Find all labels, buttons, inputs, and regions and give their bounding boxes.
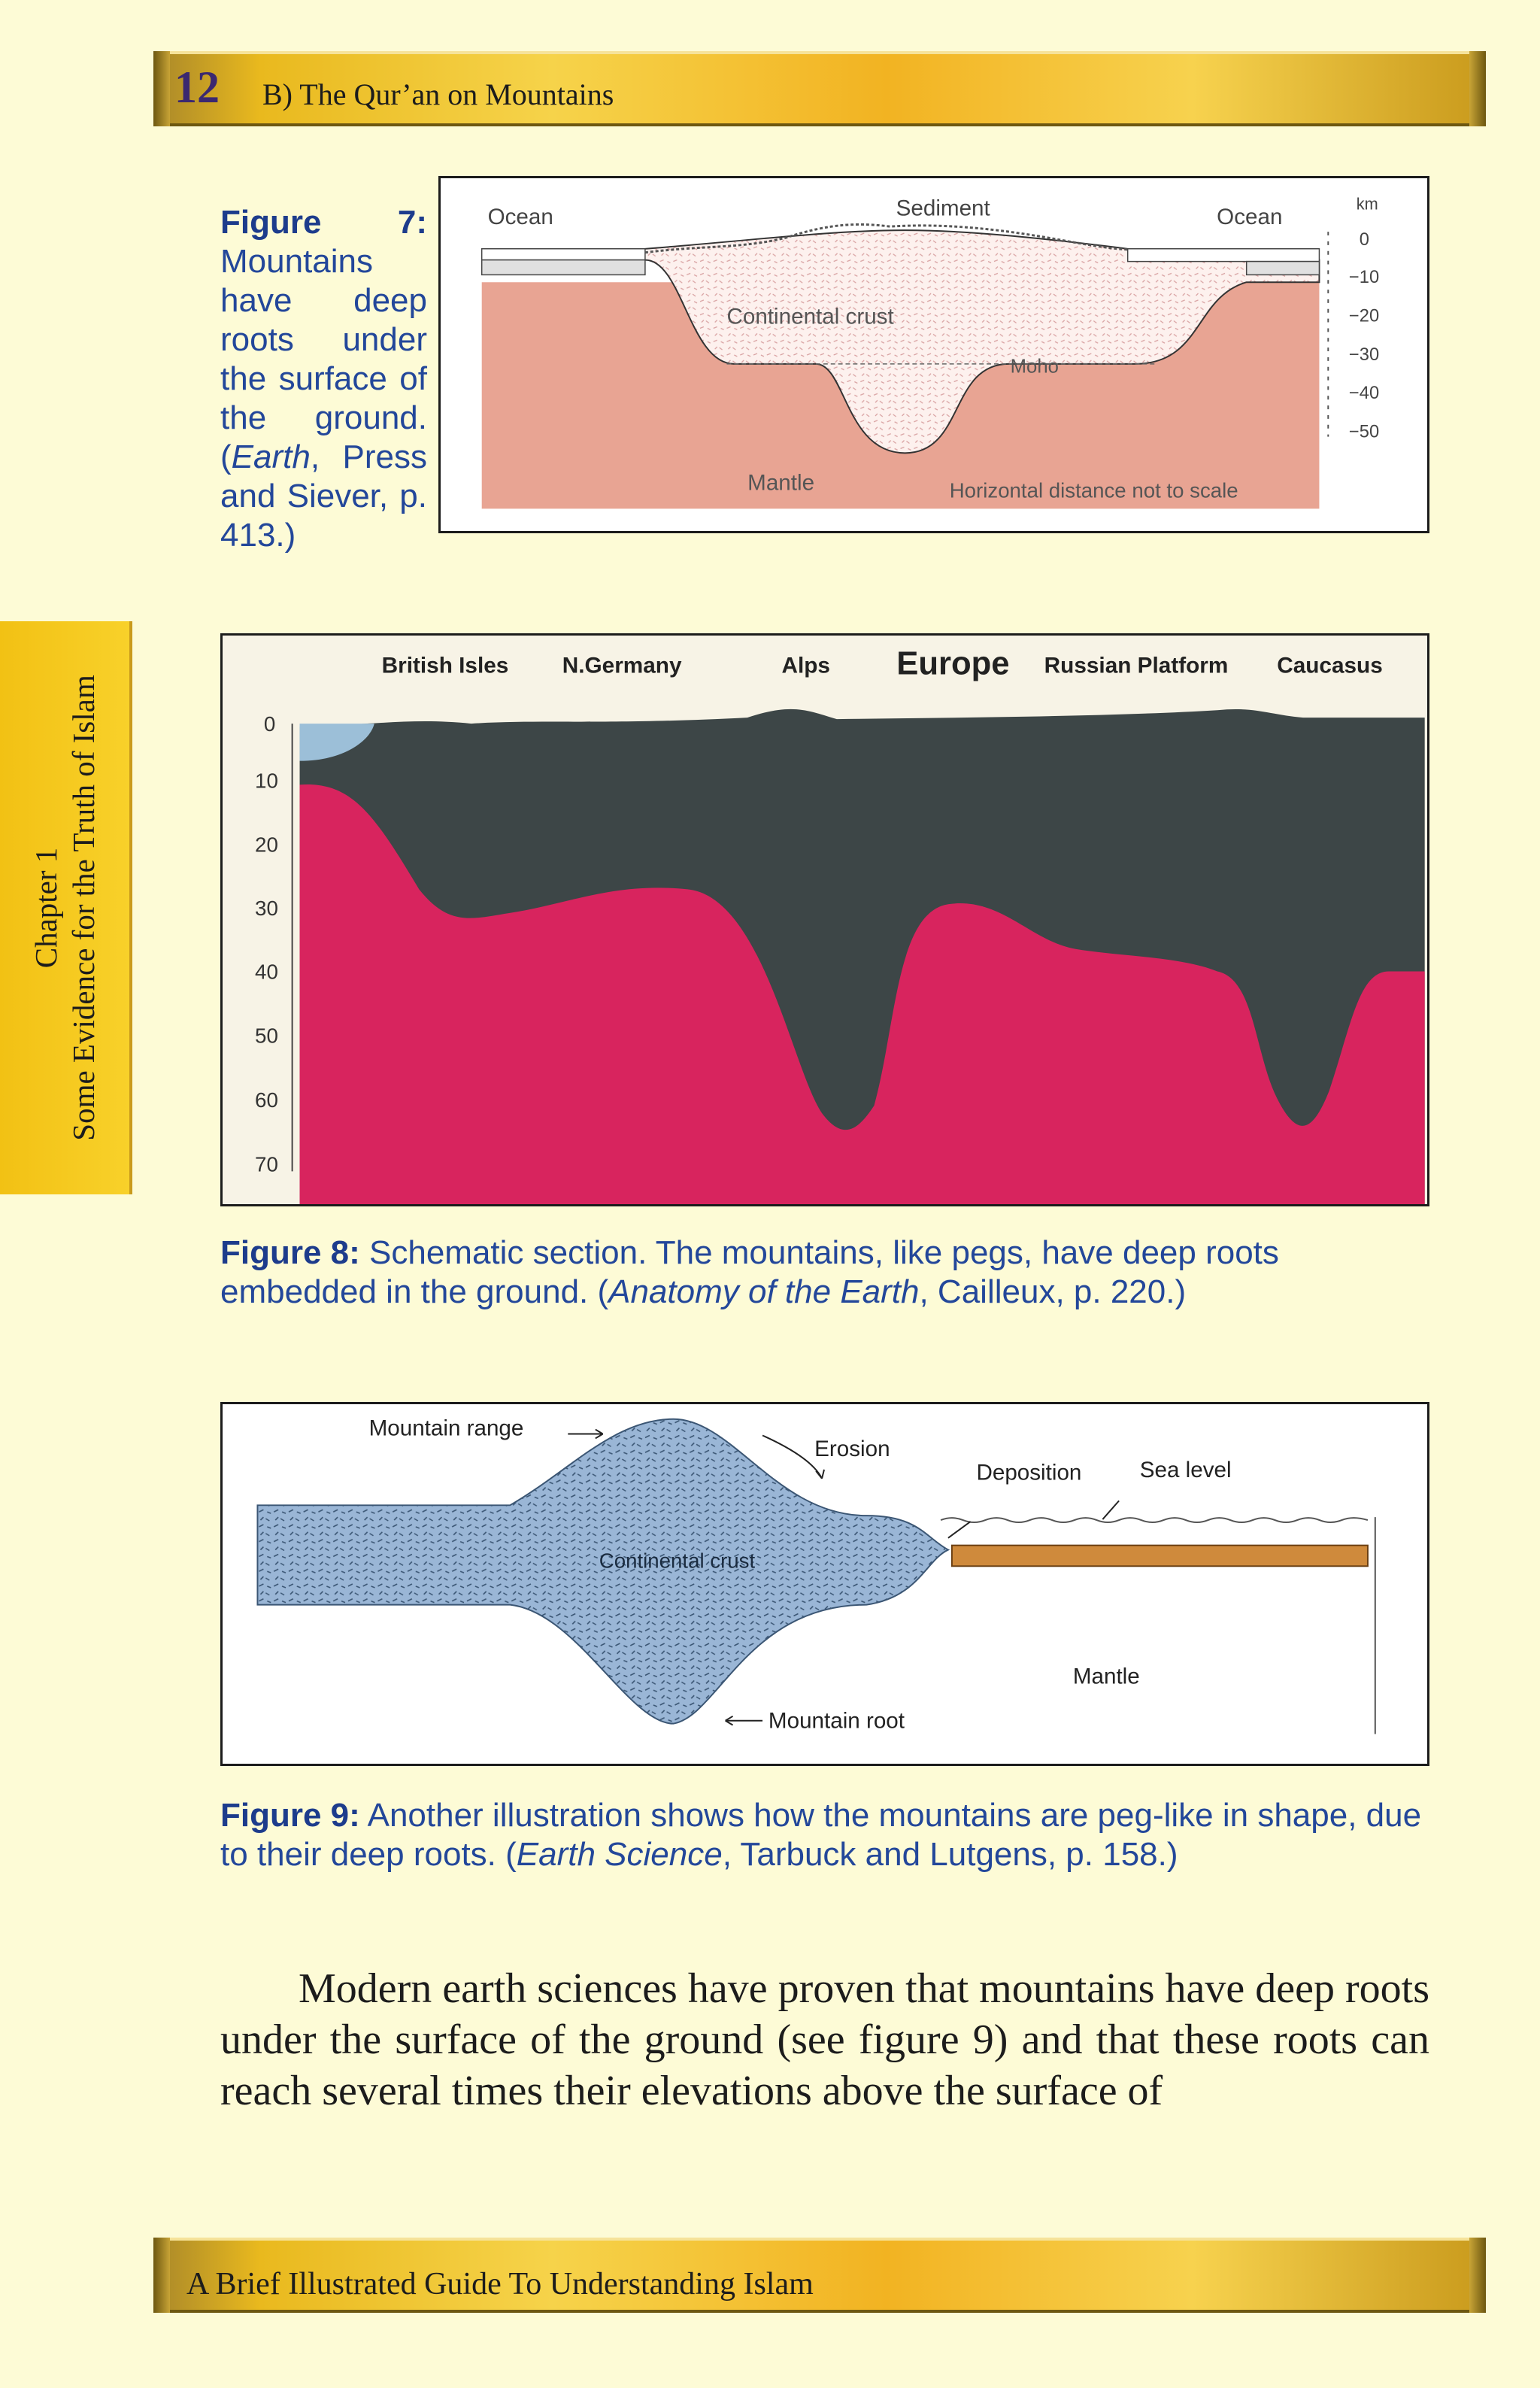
figure8-label-caucasus: Caucasus xyxy=(1277,653,1383,678)
figure7-axis-unit: km xyxy=(1356,194,1378,214)
figure8-tick-60: 60 xyxy=(255,1088,278,1112)
figure7-crust-diagram xyxy=(441,178,1427,531)
figure8-caption-after: , Cailleux, p. 220.) xyxy=(919,1273,1187,1310)
figure9-caption xyxy=(220,1796,1429,1874)
figure7-tick-30: −30 xyxy=(1348,344,1380,365)
figure8-tick-20: 20 xyxy=(255,833,278,857)
figure9-caption-source: Earth Science xyxy=(516,1836,723,1873)
header-bar xyxy=(153,51,1486,126)
figure7-label-moho: Moho xyxy=(1010,356,1059,378)
figure8-tick-0: 0 xyxy=(263,712,276,736)
footer-bar xyxy=(153,2238,1486,2313)
chapter-label xyxy=(27,630,102,1186)
figure9-caption-after: , Tarbuck and Lutgens, p. 158.) xyxy=(722,1836,1178,1873)
figure7-tick-50: −50 xyxy=(1348,422,1380,442)
figure7-image xyxy=(438,176,1429,533)
figure7-caption xyxy=(220,203,427,555)
figure8-label-alps: Alps xyxy=(781,653,830,678)
figure9-label-continental-crust: Continental crust xyxy=(599,1549,756,1573)
figure8-caption-source: Anatomy of the Earth xyxy=(608,1273,920,1310)
figure8-tick-50: 50 xyxy=(255,1024,278,1048)
figure8-caption-text: Schematic section. The mountains, like pegs, have deep roots embedded in the ground. ( xyxy=(220,1234,1279,1310)
figure7-label-mantle: Mantle xyxy=(747,470,815,496)
book-title: A Brief Illustrated Guide To Understanding Islam xyxy=(186,2267,814,2302)
figure9-image xyxy=(220,1402,1429,1766)
body-paragraph: Modern earth sciences have proven that mountains have deep roots under the surface of the ground (see figure 9) and that these roots can reach several times their elevations above the surface of xyxy=(220,1965,1429,2114)
figure8-label-russian-platform: Russian Platform xyxy=(1044,653,1229,678)
chapter-number: Chapter 1 xyxy=(29,847,63,969)
figure8-image xyxy=(220,633,1429,1206)
figure7-tick-0: 0 xyxy=(1359,229,1369,250)
figure7-tick-10: −10 xyxy=(1348,268,1380,288)
figure8-tick-70: 70 xyxy=(255,1152,278,1176)
figure9-caption-text: Another illustration shows how the mountains are peg-like in shape, due to their deep roots. ( xyxy=(220,1797,1422,1873)
figure7-label-sediment: Sediment xyxy=(896,196,990,221)
figure8-tick-10: 10 xyxy=(255,769,278,793)
figure8-label-n-germany: N.Germany xyxy=(562,653,682,678)
chapter-title: Some Evidence for the Truth of Islam xyxy=(66,675,101,1141)
figure8-caption xyxy=(220,1233,1429,1312)
figure8-label-europe: Europe xyxy=(896,645,1010,682)
figure8-label-british-isles: British Isles xyxy=(381,653,509,678)
figure7-caption-source: Earth xyxy=(231,438,311,475)
figure8-section-diagram xyxy=(223,636,1427,1204)
figure9-label-deposition: Deposition xyxy=(976,1460,1082,1485)
figure7-label-continental-crust: Continental crust xyxy=(726,304,894,329)
figure7-caption-text: Mountains have deep roots under the surface of the ground. ( xyxy=(220,243,427,475)
section-title: B) The Qur’an on Mountains xyxy=(262,77,614,111)
chapter-side-tab xyxy=(0,621,132,1194)
figure8-tick-40: 40 xyxy=(255,960,278,984)
figure9-sea-level-line xyxy=(941,1518,1368,1522)
figure8-caption-label: Figure 8: xyxy=(220,1234,360,1271)
figure9-label-mantle: Mantle xyxy=(1072,1664,1140,1689)
figure7-caption-after: , Press and Siever, p. 413.) xyxy=(220,438,427,554)
figure9-caption-label: Figure 9: xyxy=(220,1797,360,1834)
figure7-tick-20: −20 xyxy=(1348,306,1380,326)
figure9-label-sea-level: Sea level xyxy=(1139,1457,1232,1482)
figure9-label-erosion: Erosion xyxy=(814,1437,890,1462)
figure9-label-mountain-range: Mountain range xyxy=(368,1416,524,1441)
figure7-tick-40: −40 xyxy=(1348,384,1380,404)
figure9-sediment-layer xyxy=(952,1546,1368,1567)
figure7-label-scale-note: Horizontal distance not to scale xyxy=(949,478,1238,502)
figure9-label-mountain-root: Mountain root xyxy=(768,1708,905,1734)
figure7-label-ocean-left: Ocean xyxy=(487,205,553,230)
figure7-caption-label: Figure 7: xyxy=(220,204,427,241)
figure8-tick-30: 30 xyxy=(255,897,278,921)
page-number: 12 xyxy=(174,62,220,112)
figure9-peg-diagram xyxy=(223,1404,1427,1764)
figure7-label-ocean-right: Ocean xyxy=(1217,205,1283,230)
